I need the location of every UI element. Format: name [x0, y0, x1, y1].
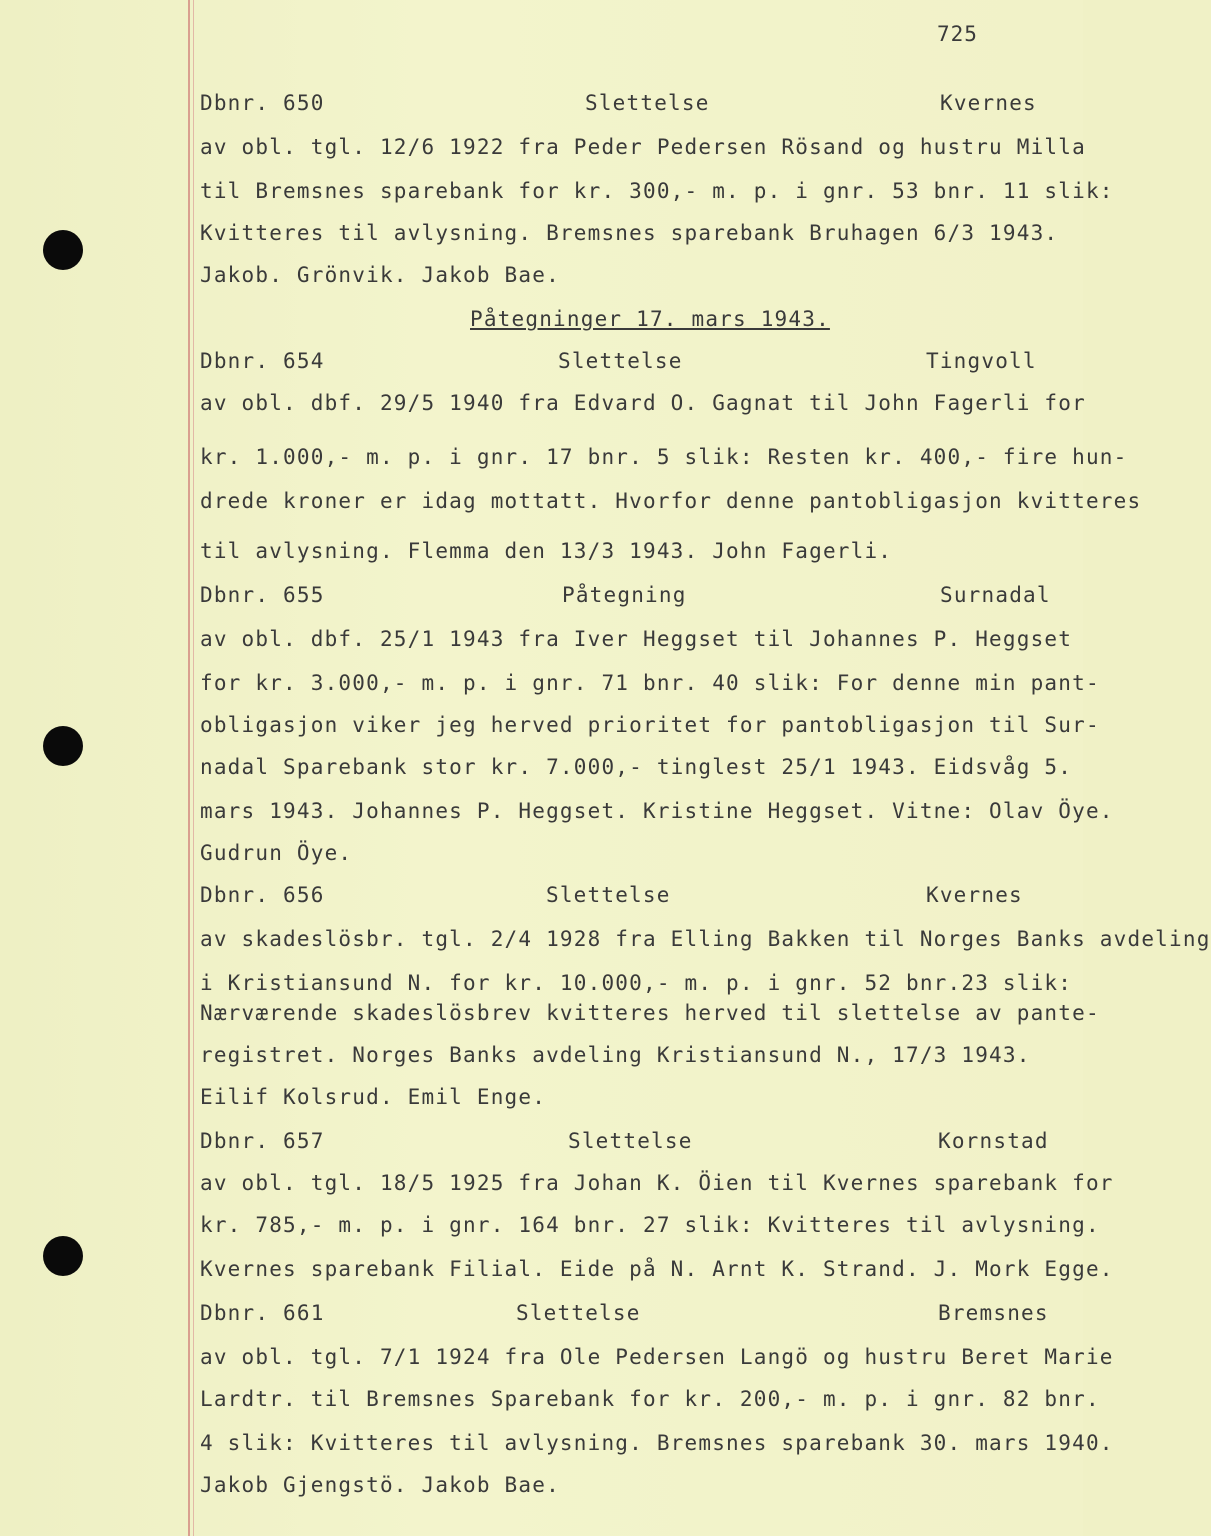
entry-text-line: obligasjon viker jeg herved prioritet for pantobligasjon til Sur- — [200, 713, 1100, 737]
entry-text-line: drede kroner er idag mottatt. Hvorfor denne pantobligasjon kvitteres — [200, 489, 1142, 513]
entry-dbnr: Dbnr. 654 — [200, 349, 325, 373]
entry-dbnr: Dbnr. 655 — [200, 583, 325, 607]
entry-dbnr: Dbnr. 656 — [200, 883, 325, 907]
entry-place: Bremsnes — [938, 1301, 1049, 1325]
entry-type: Slettelse — [558, 349, 683, 373]
entry-text-line: Jakob Gjengstö. Jakob Bae. — [200, 1473, 560, 1497]
entry-type: Slettelse — [516, 1301, 641, 1325]
entry-text-line: av obl. dbf. 25/1 1943 fra Iver Heggset til Johannes P. Heggset — [200, 627, 1073, 651]
entry-text-line: registret. Norges Banks avdeling Kristiansund N., 17/3 1943. — [200, 1043, 1031, 1067]
entry-type: Slettelse — [546, 883, 671, 907]
page-number: 725 — [937, 22, 978, 46]
entry-text-line: Lardtr. til Bremsnes Sparebank for kr. 200,- m. p. i gnr. 82 bnr. — [200, 1387, 1100, 1411]
entry-text-line: til Bremsnes sparebank for kr. 300,- m. p. i gnr. 53 bnr. 11 slik: — [200, 179, 1114, 203]
entry-text-line: av obl. dbf. 29/5 1940 fra Edvard O. Gagnat til John Fagerli for — [200, 391, 1086, 415]
section-title: Påtegninger 17. mars 1943. — [470, 307, 830, 331]
entry-dbnr: Dbnr. 650 — [200, 91, 325, 115]
entry-text-line: nadal Sparebank stor kr. 7.000,- tinglest 25/1 1943. Eidsvåg 5. — [200, 755, 1073, 779]
entry-dbnr: Dbnr. 657 — [200, 1129, 325, 1153]
entry-text-line: mars 1943. Johannes P. Heggset. Kristine Heggset. Vitne: Olav Öye. — [200, 799, 1114, 823]
entry-text-line: av obl. tgl. 7/1 1924 fra Ole Pedersen Langö og hustru Beret Marie — [200, 1345, 1114, 1369]
entry-text-line: til avlysning. Flemma den 13/3 1943. John Fagerli. — [200, 539, 893, 563]
entry-text-line: 4 slik: Kvitteres til avlysning. Bremsnes sparebank 30. mars 1940. — [200, 1431, 1114, 1455]
entry-text-line: kr. 785,- m. p. i gnr. 164 bnr. 27 slik: Kvitteres til avlysning. — [200, 1213, 1100, 1237]
margin-line-secondary — [193, 0, 194, 1536]
entry-place: Kvernes — [926, 883, 1023, 907]
entry-text-line: Nærværende skadeslösbrev kvitteres herved til slettelse av pante- — [200, 1001, 1100, 1025]
entry-type: Påtegning — [562, 583, 687, 607]
entry-place: Tingvoll — [926, 349, 1037, 373]
entry-text-line: Kvitteres til avlysning. Bremsnes sparebank Bruhagen 6/3 1943. — [200, 221, 1059, 245]
entry-text-line: av skadeslösbr. tgl. 2/4 1928 fra Elling Bakken til Norges Banks avdeling — [200, 927, 1211, 951]
entry-text-line: av obl. tgl. 12/6 1922 fra Peder Pedersen Rösand og hustru Milla — [200, 135, 1086, 159]
entry-type: Slettelse — [585, 91, 710, 115]
margin-line — [188, 0, 190, 1536]
entry-text-line: Kvernes sparebank Filial. Eide på N. Arnt K. Strand. J. Mork Egge. — [200, 1257, 1114, 1281]
entry-dbnr: Dbnr. 661 — [200, 1301, 325, 1325]
entry-place: Kvernes — [940, 91, 1037, 115]
entry-type: Slettelse — [568, 1129, 693, 1153]
punch-hole-icon — [43, 1236, 83, 1276]
punch-hole-icon — [43, 230, 83, 270]
entry-text-line: Jakob. Grönvik. Jakob Bae. — [200, 263, 560, 287]
entry-place: Kornstad — [938, 1129, 1049, 1153]
entry-text-line: for kr. 3.000,- m. p. i gnr. 71 bnr. 40 slik: For denne min pant- — [200, 671, 1100, 695]
entry-text-line: Eilif Kolsrud. Emil Enge. — [200, 1085, 547, 1109]
entry-text-line: Gudrun Öye. — [200, 841, 353, 865]
entry-place: Surnadal — [940, 583, 1051, 607]
entry-text-line: i Kristiansund N. for kr. 10.000,- m. p. i gnr. 52 bnr.23 slik: — [200, 971, 1073, 995]
entry-text-line: kr. 1.000,- m. p. i gnr. 17 bnr. 5 slik: Resten kr. 400,- fire hun- — [200, 445, 1128, 469]
punch-hole-icon — [43, 726, 83, 766]
entry-text-line: av obl. tgl. 18/5 1925 fra Johan K. Öien til Kvernes sparebank for — [200, 1171, 1114, 1195]
